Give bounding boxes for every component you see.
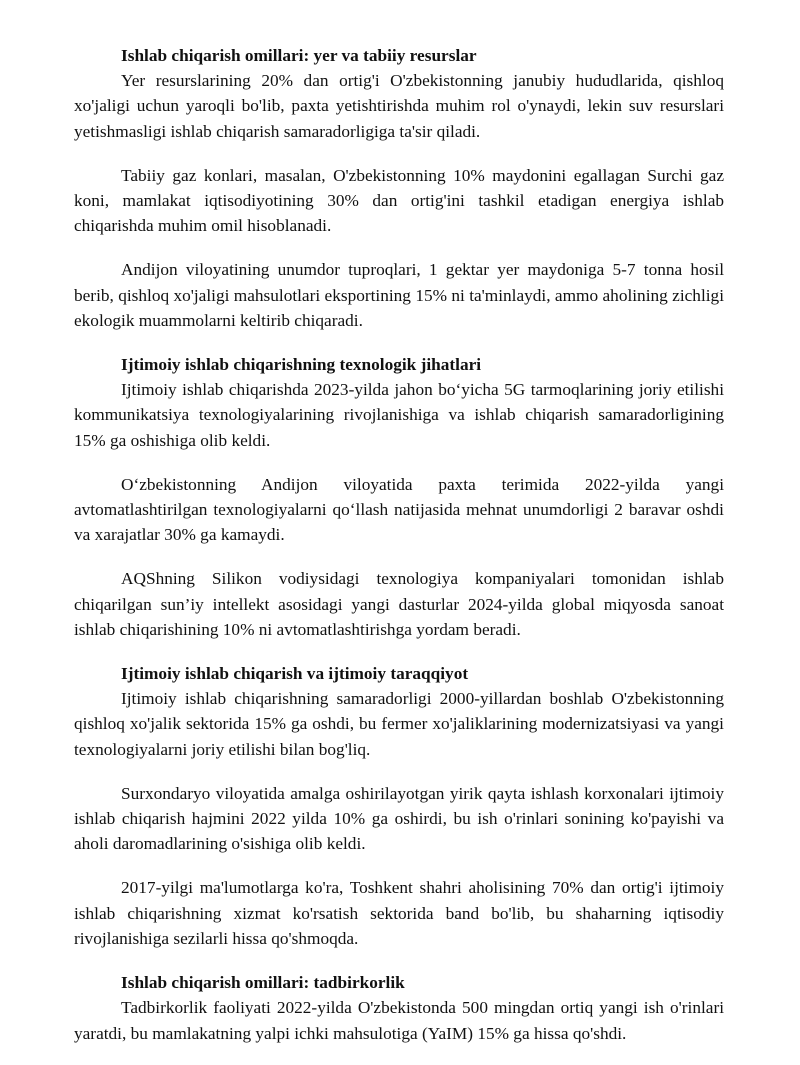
paragraph: AQShning Silikon vodiysidagi texnologiya kompaniyalari tomonidan ishlab chiqarilgan sun’iy intellekt asosidagi yangi dasturlar 2024-yilda global miqyosda sanoat ishlab chiqarishining 10% ni avtomatlashtirishga yordam beradi.: [74, 569, 724, 639]
paragraph: Ijtimoiy ishlab chiqarishning samaradorligi 2000-yillardan boshlab O'zbekistonning qishloq xo'jalik sektorida 15% ga oshdi, bu fermer xo'jaliklarining modernizatsiyasi va yangi texnologiyalarni joriy etilishi bilan bog'liq.: [74, 689, 724, 759]
section-heading: Ishlab chiqarish omillari: yer va tabiiy resurslar: [121, 46, 477, 65]
paragraph: Andijon viloyatining unumdor tuproqlari, 1 gektar yer maydoniga 5-7 tonna hosil berib, qishloq xo'jaligi mahsulotlari eksportining 15% ni ta'minlaydi, ammo aholining zichligi ekologik muammolarni keltirib chiqaradi.: [74, 260, 724, 330]
document-body: [74, 43, 724, 1065]
section-heading: Ijtimoiy ishlab chiqarishning texnologik jihatlari: [121, 355, 482, 375]
paragraph: Surxondaryo viloyatida amalga oshirilayotgan yirik qayta ishlash korxonalari ijtimoiy ishlab chiqarish hajmini 2022 yilda 10% ga oshirdi, bu ish o'rinlari sonining ko'payishi va aholi daromadlarining o'sishiga olib keldi.: [74, 783, 724, 854]
section-social-progress: [74, 661, 724, 951]
section-heading: Ijtimoiy ishlab chiqarish va ijtimoiy taraqqiyot: [121, 664, 469, 684]
paragraph: Yer resurslarining 20% dan ortig'i O'zbekistonning janubiy hududlarida, qishloq xo'jaligi uchun yaroqli bo'lib, paxta yetishtirishda muhim rol o'ynaydi, lekin suv resurslari yetishmasligi ishlab chiqarish samaradorligiga ta'sir qiladi.: [74, 71, 724, 141]
paragraph: Ijtimoiy ishlab chiqarishda 2023-yilda jahon bo‘yicha 5G tarmoqlarining joriy etilishi kommunikatsiya texnologiyalarining rivojlanishiga va ishlab chiqarish samaradorligining 15% ga oshishiga olib keldi.: [74, 380, 724, 450]
section-entrepreneurship: [74, 970, 724, 1046]
section-heading: Ishlab chiqarish omillari: tadbirkorlik: [121, 973, 405, 993]
paragraph: Tabiiy gaz konlari, masalan, O'zbekistonning 10% maydonini egallagan Surchi gaz koni, mamlakat iqtisodiyotining 30% dan ortig'ini tashkil etadigan energiya ishlab chiqarishda muhim omil hisoblanadi.: [74, 165, 724, 236]
paragraph: Tadbirkorlik faoliyati 2022-yilda O'zbekistonda 500 mingdan ortiq yangi ish o'rinlari yaratdi, bu mamlakatning yalpi ichki mahsulotiga (YaIM) 15% ga hissa qo'shdi.: [74, 998, 724, 1043]
section-technology: [74, 352, 724, 642]
section-land-resources: [74, 43, 724, 333]
paragraph: O‘zbekistonning Andijon viloyatida paxta terimida 2022-yilda yangi avtomatlashtirilgan texnologiyalarni qo‘llash natijasida mehnat unumdorligi 2 baravar oshdi va xarajatlar 30% ga kamaydi.: [74, 474, 724, 545]
paragraph: 2017-yilgi ma'lumotlarga ko'ra, Toshkent shahri aholisining 70% dan ortig'i ijtimoiy ishlab chiqarishning xizmat ko'rsatish sektorida band bo'lib, bu shaharning iqtisodiy rivojlanishiga sezilarli hissa qo'shmoqda.: [74, 878, 724, 948]
